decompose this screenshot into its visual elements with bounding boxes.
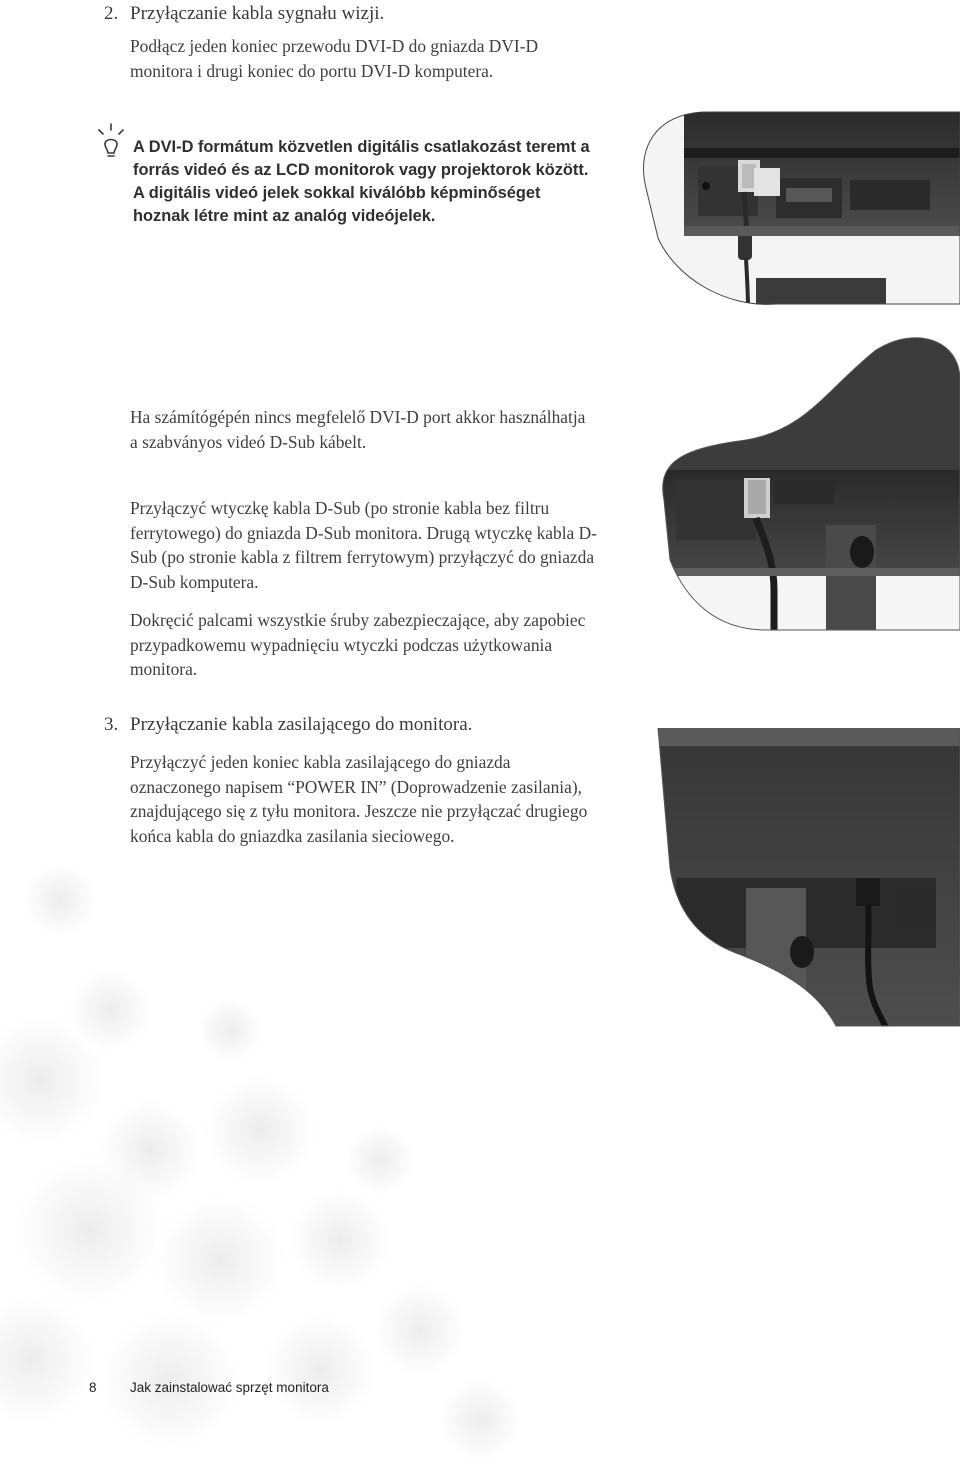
dsub-note-text: Ha számítógépén nincs megfelelő DVI-D port akkor használhatja a szabványos videó D-Sub kábelt.: [130, 407, 586, 452]
section-3-heading: [104, 713, 664, 737]
section-3-number: 3.: [104, 714, 119, 735]
screws-text: Dokręcić palcami wszystkie śruby zabezpieczające, aby zapobiec przypadkowemu wypadnięciu wtyczki podczas użytkowania monitora.: [130, 610, 586, 679]
dvi-tip-text: A DVI-D formátum közvetlen digitális csatlakozást teremt a forrás videó és az LCD monitorok vagy projektorok között. A digitális videó jelek sokkal kiválóbb képminőséget hoznak létre mint az analóg videójelek.: [133, 138, 590, 225]
dvi-intro-text: Podłącz jeden koniec przewodu DVI-D do gniazda DVI-D monitora i drugi koniec do portu DVI-D komputera.: [130, 36, 539, 81]
section-3-title: Przyłączanie kabla zasilającego do monitora.: [130, 714, 473, 735]
page-number: 8: [89, 1380, 97, 1395]
footer-title: Jak zainstalować sprzęt monitora: [130, 1380, 329, 1395]
dvi-connection-photo: [636, 108, 960, 308]
power-text: Przyłączyć jeden koniec kabla zasilającego do gniazda oznaczonego napisem “POWER IN” (Doprowadzenie zasilania), znajdującego się z tyłu monitora. Jeszcze nie przyłączać drugiego końca kabla do gniazdka zasilania sieciowego.: [130, 752, 588, 846]
lightbulb-icon: [96, 122, 126, 162]
section-2-number: 2.: [104, 3, 119, 24]
section-2-title: Przyłączanie kabla sygnału wizji.: [130, 3, 385, 24]
dsub-connection-photo: [656, 330, 960, 650]
dsub-connect-text: Przyłączyć wtyczkę kabla D-Sub (po stronie kabla bez filtru ferrytowego) do gniazda D-Sub monitora. Drugą wtyczkę kabla D-Sub (po stronie kabla z filtrem ferrytowym) przyłączyć do gniazda D-Sub komputera.: [130, 498, 597, 592]
power-connection-photo: [656, 728, 960, 1028]
section-2-heading: [104, 2, 664, 26]
